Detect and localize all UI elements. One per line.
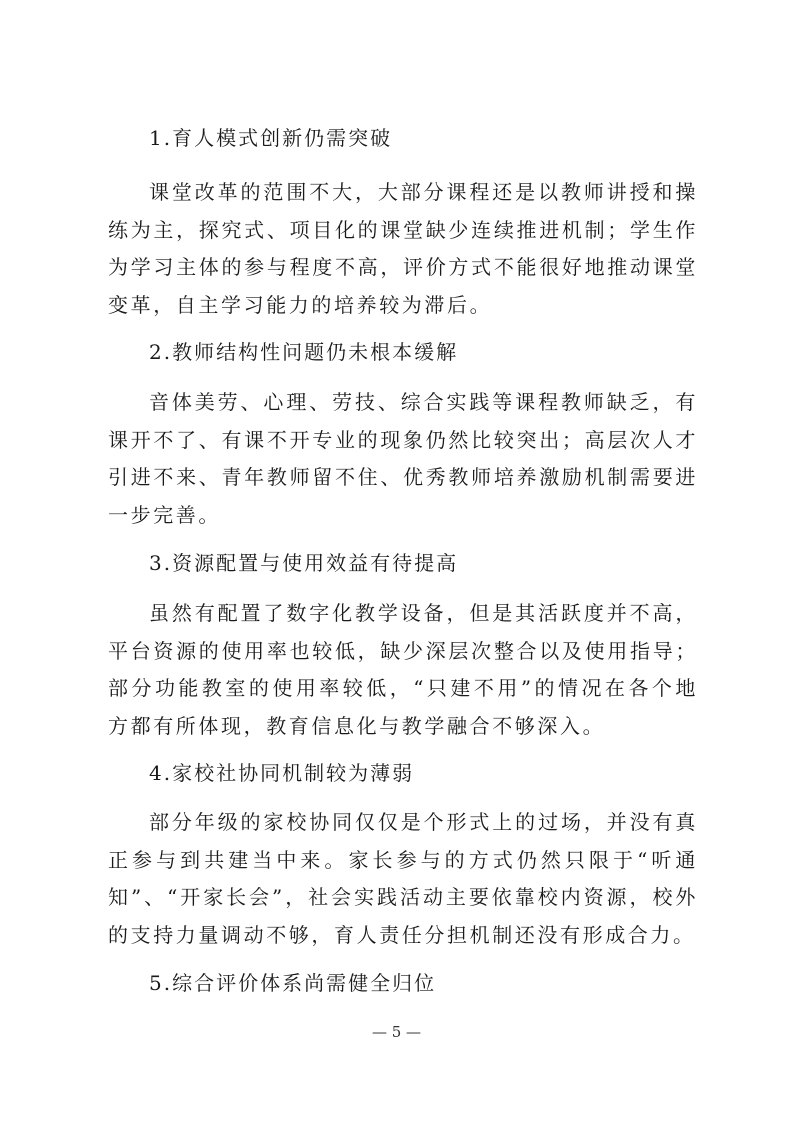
section-heading-5: 5.综合评价体系尚需健全归位 <box>149 971 437 995</box>
section-paragraph-2: 音体美劳、心理、劳技、综合实践等课程教师缺乏，有课开不了、有课不开专业的现象仍然比较突出；高层次人才引进不来、青年教师留不住、优秀教师培养激励机制需要进一步完善。 <box>108 390 698 527</box>
page-number: — 5 — <box>371 1023 422 1041</box>
section-paragraph-4: 部分年级的家校协同仅仅是个形式上的过场，并没有真正参与到共建当中来。家长参与的方式仍然只限于“听通知”、“开家长会”，社会实践活动主要依靠校内资源，校外的支持力量调动不够，育人责任分担机制还没有形成合力。 <box>108 810 698 947</box>
section-paragraph-3: 虽然有配置了数字化教学设备，但是其活跃度并不高，平台资源的使用率也较低，缺少深层次整合以及使用指导；部分功能教室的使用率较低，“只建不用”的情况在各个地方都有所体现，教育信息化与教学融合不够深入。 <box>108 601 698 738</box>
section-paragraph-1: 课堂改革的范围不大，大部分课程还是以教师讲授和操练为主，探究式、项目化的课堂缺少连续推进机制；学生作为学习主体的参与程度不高，评价方式不能很好地推动课堂变革，自主学习能力的培养较为滞后。 <box>108 180 698 317</box>
section-heading-4: 4.家校社协同机制较为薄弱 <box>149 761 415 785</box>
section-heading-3: 3.资源配置与使用效益有待提高 <box>149 551 459 575</box>
section-heading-2: 2.教师结构性问题仍未根本缓解 <box>149 340 459 364</box>
section-heading-1: 1.育人模式创新仍需突破 <box>149 126 393 150</box>
